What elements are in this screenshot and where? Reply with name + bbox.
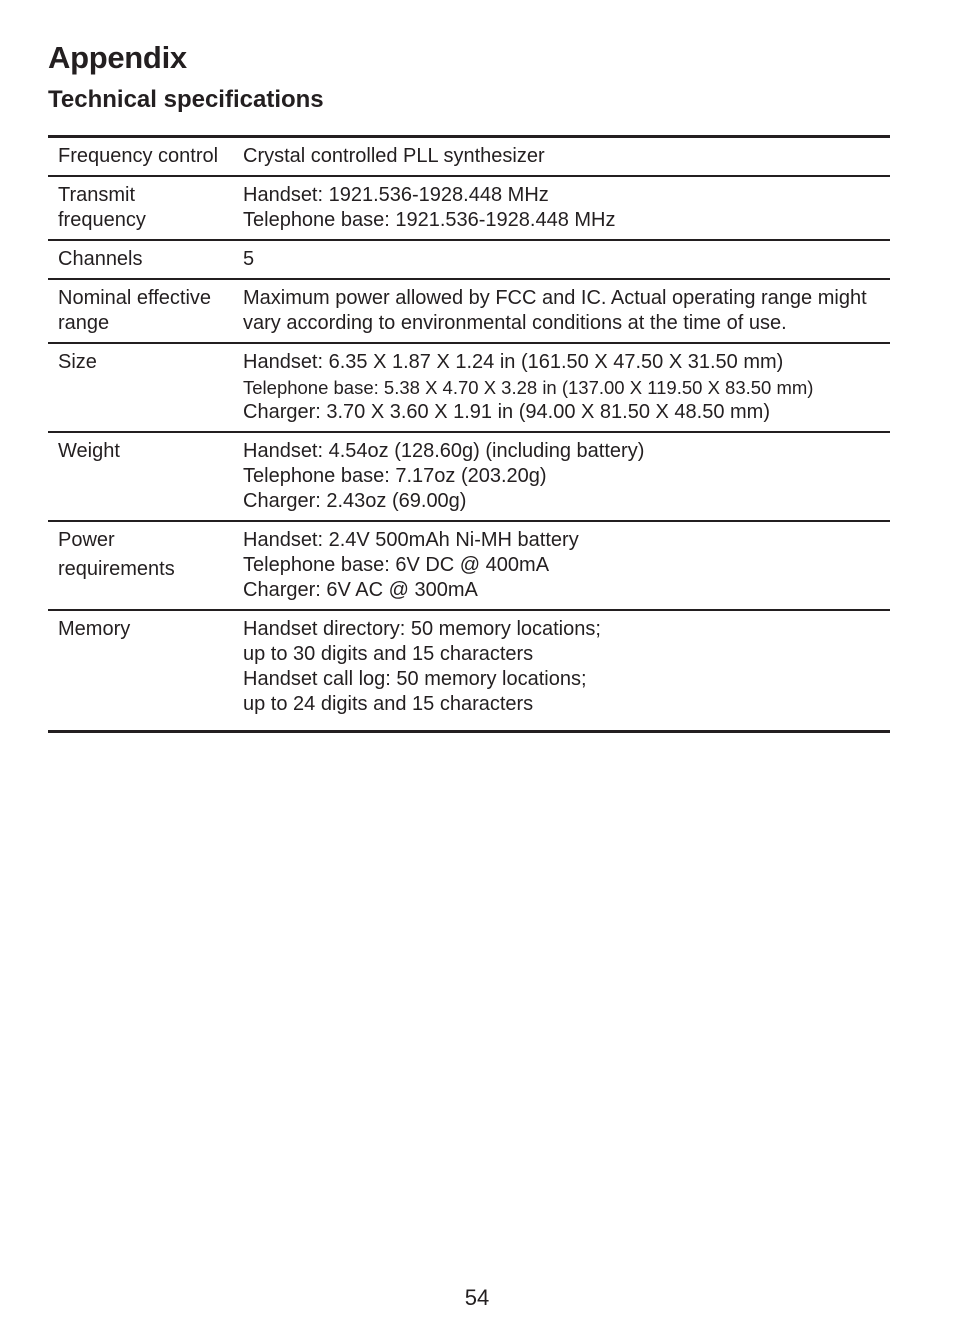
spec-value bbox=[243, 240, 890, 279]
spec-value-line: Maximum power allowed by FCC and IC. Actual operating range might vary according to environmental conditions at the time of use. bbox=[243, 287, 867, 334]
spec-label-line: Power bbox=[58, 529, 115, 551]
spec-value bbox=[243, 343, 890, 432]
spec-value-line: Charger: 2.43oz (69.00g) bbox=[243, 490, 467, 512]
spec-value-line: Telephone base: 7.17oz (203.20g) bbox=[243, 465, 547, 487]
specifications-table bbox=[48, 135, 890, 733]
spec-value-line: Handset: 4.54oz (128.60g) (including battery) bbox=[243, 440, 645, 462]
spec-value-line: Charger: 3.70 X 3.60 X 1.91 in (94.00 X 81.50 X 48.50 mm) bbox=[243, 401, 770, 423]
spec-value-line: Handset: 1921.536-1928.448 MHz bbox=[243, 184, 549, 206]
spec-value-line: up to 24 digits and 15 characters bbox=[243, 693, 534, 715]
table-row bbox=[48, 521, 890, 610]
table-row bbox=[48, 240, 890, 279]
spec-label-line: Weight bbox=[58, 440, 120, 462]
spec-label bbox=[48, 521, 243, 610]
spec-label-line: Frequency control bbox=[58, 145, 219, 167]
spec-label-line: frequency bbox=[58, 209, 146, 231]
spec-label bbox=[48, 240, 243, 279]
spec-label-line: requirements bbox=[58, 558, 175, 580]
table-row bbox=[48, 137, 890, 177]
table-row bbox=[48, 176, 890, 240]
spec-label-line: Nominal effective bbox=[58, 287, 212, 309]
spec-label-line: Channels bbox=[58, 248, 143, 270]
spec-value bbox=[243, 432, 890, 521]
spec-value bbox=[243, 521, 890, 610]
spec-label-line: Transmit bbox=[58, 184, 136, 206]
spec-value bbox=[243, 137, 890, 177]
spec-value-line: Crystal controlled PLL synthesizer bbox=[243, 145, 545, 167]
spec-value-line: Telephone base: 1921.536-1928.448 MHz bbox=[243, 209, 616, 231]
spec-label bbox=[48, 176, 243, 240]
spec-value-line: Charger: 6V AC @ 300mA bbox=[243, 579, 478, 601]
spec-value-line: up to 30 digits and 15 characters bbox=[243, 643, 534, 665]
page-title: Appendix bbox=[48, 40, 187, 75]
spec-value-line: Telephone base: 6V DC @ 400mA bbox=[243, 554, 550, 576]
spec-value-line: Handset: 2.4V 500mAh Ni-MH battery bbox=[243, 529, 579, 551]
spec-label bbox=[48, 610, 243, 732]
table-row bbox=[48, 610, 890, 732]
table-row bbox=[48, 432, 890, 521]
spec-label bbox=[48, 432, 243, 521]
spec-value bbox=[243, 279, 890, 343]
spec-label bbox=[48, 343, 243, 432]
table-row bbox=[48, 279, 890, 343]
spec-value-line: Handset directory: 50 memory locations; bbox=[243, 618, 601, 640]
spec-label bbox=[48, 137, 243, 177]
spec-label-line: Memory bbox=[58, 618, 131, 640]
spec-value-line: Handset: 6.35 X 1.87 X 1.24 in (161.50 X 47.50 X 31.50 mm) bbox=[243, 351, 784, 373]
spec-label-line: range bbox=[58, 312, 110, 334]
spec-value bbox=[243, 610, 890, 732]
page-number: 54 bbox=[464, 1285, 490, 1310]
spec-value-line: 5 bbox=[243, 248, 255, 270]
spec-value-line: Telephone base: 5.38 X 4.70 X 3.28 in (137.00 X 119.50 X 83.50 mm) bbox=[243, 377, 814, 398]
spec-value-line: Handset call log: 50 memory locations; bbox=[243, 668, 587, 690]
spec-label bbox=[48, 279, 243, 343]
spec-value bbox=[243, 176, 890, 240]
section-title: Technical specifications bbox=[48, 86, 324, 113]
spec-label-line: Size bbox=[58, 351, 97, 373]
table-row bbox=[48, 343, 890, 432]
